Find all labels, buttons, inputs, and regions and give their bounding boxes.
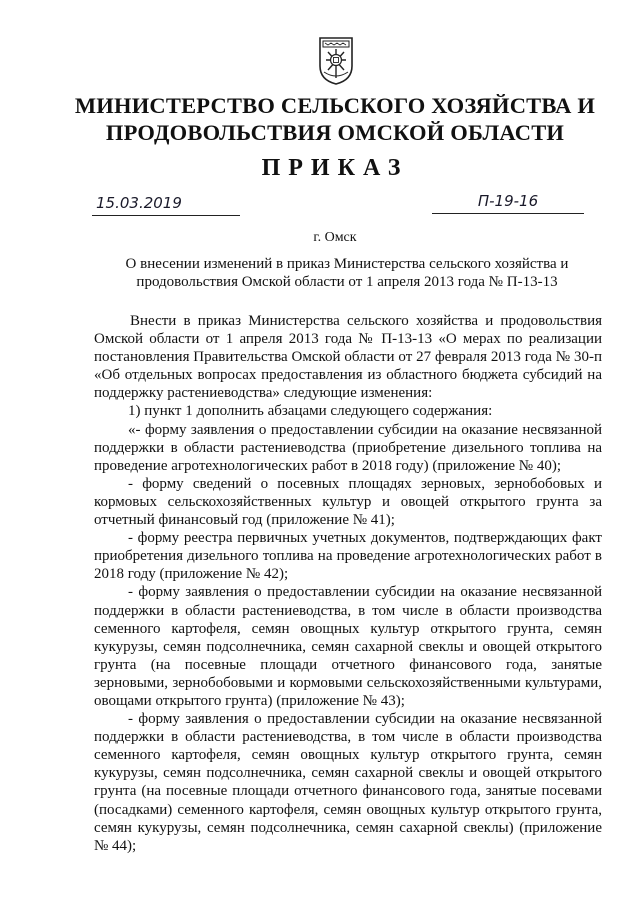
ministry-name: МИНИСТЕРСТВО СЕЛЬСКОГО ХОЗЯЙСТВА И ПРОДОВОЛЬСТВИЯ ОМСКОЙ ОБЛАСТИ [74,93,596,145]
order-number: П-19-16 [432,192,584,214]
city: г. Омск [313,230,357,245]
paragraph: - форму реестра первичных учетных документов, подтверждающих факт приобретения дизельного топлива на проведение агротехнологических работ в 2018 году (приложение № 42); [94,530,602,583]
intro-paragraph: Внести в приказ Министерства сельского хозяйства и продовольствия Омской области от 1 апреля 2013 года № П-13-13 «О мерах по реализации постановления Правительства Омской области от 27 февраля 2013 года № 30-п «Об отдельных вопросах предоставления из областного бюджета субсидий на поддержку растениеводства» следующие изменения: [94,313,602,402]
paragraph: «- форму заявления о предоставлении субсидии на оказание несвязанной поддержки в области растениеводства (приобретение дизельного топлива на проведение агротехнологических работ в 2018 году) (приложение № 40); [94,421,602,474]
order-subject: О внесении изменений в приказ Министерства сельского хозяйства и продовольствия Омской области от 1 апреля 2013 года № П-13-13 [125,256,569,290]
order-body [94,312,602,855]
document-title: ПРИКАЗ [261,155,409,181]
paragraph: - форму сведений о посевных площадях зерновых, зернобобовых и кормовых сельскохозяйственных культур и овощей открытого грунта за отчетный финансовый год (приложение № 41); [94,475,602,529]
order-date: 15.03.2019 [92,194,240,216]
paragraph: - форму заявления о предоставлении субсидии на оказание несвязанной поддержки в области растениеводства, в том числе в области производства семенного картофеля, семян овощных культур открытого грунта, семян кукурузы, семян подсолнечника, семян сахарной свеклы и овощей открытого грунта (на посевные площади отчетного финансового года, занятые зерновыми, зернобобовыми и кормовыми сельскохозяйственными культурами, овощами открытого грунта) (приложение № 43); [94,584,602,709]
paragraph: - форму заявления о предоставлении субсидии на оказание несвязанной поддержки в области растениеводства, в том числе в области производства семенного картофеля, семян овощных культур открытого грунта, семян кукурузы, семян подсолнечника, семян сахарной свеклы и овощей открытого грунта (на посевные площади отчетного финансового года, занятые посевами (посадками) семенного картофеля, семян овощных культур открытого грунта, семян кукурузы, семян подсолнечника, семян сахарной свеклы) (приложение № 44); [94,711,602,854]
paragraph: 1) пункт 1 дополнить абзацами следующего содержания: [128,403,493,420]
coat-of-arms-icon [318,36,354,86]
